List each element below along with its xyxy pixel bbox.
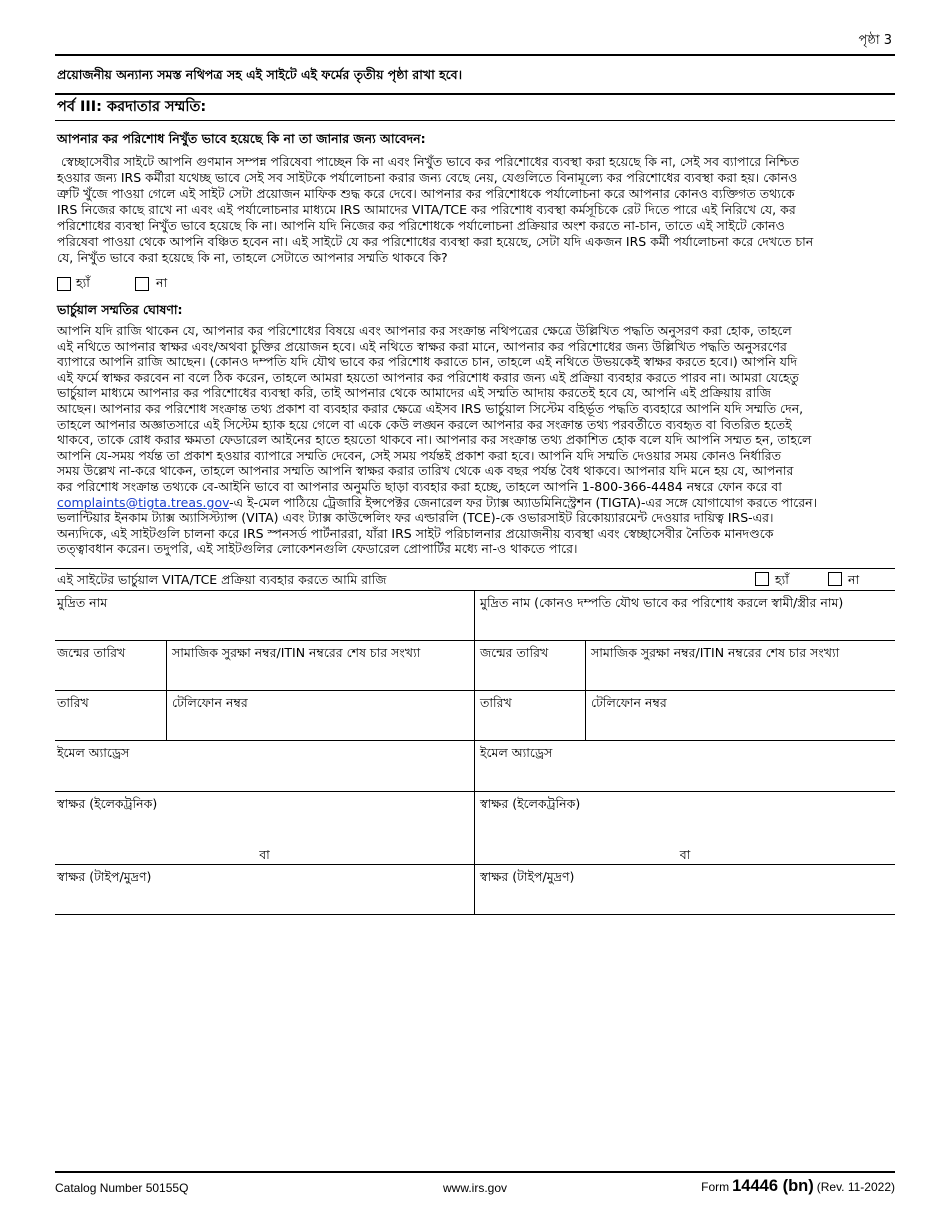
taxpayer-printed-name-label: মুদ্রিত নাম xyxy=(57,594,108,610)
agreement-text: এই সাইটের ভার্চুয়াল VITA/TCE প্রক্রিয়া ব্যবহার করতে আমি রাজি xyxy=(57,571,387,587)
review-paragraph-line: পরিশোধের ব্যবস্থা নিখুঁত ভাবে হয়েছে কি না। আপনি যদি নিজের কর পরিশোধকে পর্যালোচনা প্রক্রিয়ার অংশ করতে না-চান, তাতে এই সাইটে কোনও xyxy=(57,218,785,233)
agreement-yes-checkbox[interactable] xyxy=(755,572,769,586)
spouse-column xyxy=(475,741,895,791)
review-paragraph-line: ত্রুটি খুঁজে পাওয়া গেলে এই সাইট সেটা প্রয়োজন মাফিক শুদ্ধ করে দেবে। আপনার কর পরিশোধকে পর্যালোচনা করে আপনার কোনও ব্যক্তিগত তথ্যকে xyxy=(57,186,795,201)
declaration-paragraph-line: এই নথিতে আপনার স্বাক্ষর এবং/অথবা চুক্তির প্রয়োজন হবে। এই নথিতে স্বাক্ষর করা মানে, আপনার কর পরিশোধের জন্য উল্লিখিত পদ্ধতি অনুসরণের xyxy=(57,338,787,354)
taxpayer-or-text: বা xyxy=(259,846,270,862)
declaration-paragraph-line: কর পরিশোধ সংক্রান্ত তথ্যকে বে-আইনি ভাবে বা আপনার অনুমতি ছাড়া ব্যবহার করা হচ্ছে, তাহলে আপনি 1-800-366-4484 নম্বরে ফোন করে বা xyxy=(57,478,782,494)
spouse-column xyxy=(475,792,895,864)
declaration-paragraph-line: আপনি যে-সময় পর্যন্ত তা প্রকাশ হওয়ার ব্যাপারে সম্মতি দেবেন, সেই সময় পর্যন্তই প্রকাশ করা হবে। আপনি যদি সম্মতি দেওয়ার সময় কোনও নির্ধারিত xyxy=(57,447,782,463)
taxpayer-typed-signature-label: স্বাক্ষর (টাইপ/মুদ্রণ) xyxy=(57,868,152,884)
agreement-no-label: না xyxy=(848,571,860,587)
declaration-paragraph-line: তাহলে আপনার অজ্ঞাতসারে এই সিস্টেম হ্যাক হয়ে গেলে বা একে কেউ লঙ্ঘন করলে আপনার কর সংক্রান্ত তথ্য পরবর্তীতে ব্যবহৃত বা বিতরিত হতেই xyxy=(57,416,792,432)
spouse-email-field[interactable] xyxy=(475,741,895,791)
agreement-no-checkbox[interactable] xyxy=(828,572,842,586)
review-request-heading: আপনার কর পরিশোধ নিখুঁত ভাবে হয়েছে কি না তা জানার জন্য আবেদন: xyxy=(57,131,426,146)
agreement-yes-label: হ্যাঁ xyxy=(775,571,789,587)
spouse-ssn-label: সামাজিক সুরক্ষা নম্বর/ITIN নম্বরের শেষ চার সংখ্যা xyxy=(591,644,840,660)
section-title-rule xyxy=(55,120,895,121)
taxpayer-email-label: ইমেল অ্যাড্রেস xyxy=(57,744,130,760)
review-yes-label: হ্যাঁ xyxy=(76,275,90,290)
taxpayer-phone-field[interactable] xyxy=(167,691,474,740)
spouse-email-label: ইমেল অ্যাড্রেস xyxy=(480,744,553,760)
spouse-electronic-signature-field[interactable] xyxy=(475,792,895,864)
declaration-email-line xyxy=(57,495,893,511)
taxpayer-column xyxy=(55,691,475,740)
page-number: পৃষ্ঠা 3 xyxy=(858,33,892,48)
taxpayer-date-label: তারিখ xyxy=(57,694,89,710)
taxpayer-column xyxy=(55,865,475,914)
form-prefix: Form xyxy=(701,1180,730,1194)
taxpayer-column xyxy=(55,741,475,791)
form-number: 14446 (bn) xyxy=(732,1177,814,1195)
taxpayer-column xyxy=(55,641,475,690)
dob-ssn-row xyxy=(55,641,895,691)
review-request-paragraph xyxy=(55,154,895,266)
signature-grid xyxy=(55,590,895,915)
spouse-phone-field[interactable] xyxy=(586,691,895,740)
page-footer xyxy=(55,1171,895,1211)
review-paragraph-line: যে, নিখুঁত ভাবে করা হয়েছে কি না, তাহলে সেটাতে আপনার সম্মতি থাকবে কি? xyxy=(57,250,448,265)
review-no-label: না xyxy=(156,275,168,290)
electronic-signature-row xyxy=(55,792,895,865)
declaration-paragraph-line: অন্যদিকে, এই সাইটগুলি চালনা করে IRS স্পনসর্ড পার্টনাররা, যাঁরা IRS সাইট পরিচালনার প্রয়োজনীয় ব্যবস্থা এবং স্বেচ্ছাসেবীর নৈতিক মানদণ্ডকে xyxy=(57,525,774,541)
spouse-column xyxy=(475,641,895,690)
form-page xyxy=(55,0,895,915)
taxpayer-email-field[interactable] xyxy=(55,741,474,791)
email-line-text: -এ ই-মেল পাঠিয়ে ট্রেজারি ইন্সপেক্টর জেনারেল ফর ট্যাক্স অ্যাডমিনিস্ট্রেশন (TIGTA)-এর সঙ্গে যোগাযোগ করতে পারেন। xyxy=(229,494,818,510)
declaration-paragraph-line: এই ফর্মে স্বাক্ষর করবেন না বলে ঠিক করেন, তাহলে আমরা হয়তো আপনার কর পরিশোধ করার জন্য এই প্রক্রিয়া ব্যবহার করতে পারব না। আমরা যেহেতু xyxy=(57,369,799,385)
declaration-paragraph-line: সময় উল্লেখ না-করে থাকেন, তাহলে আপনার সম্মতি আপনি স্বাক্ষর করার তারিখ থেকে এক বছর পর্যন্ত বৈধ থাকবে। আপনার যদি মনে হয় যে, আপনার xyxy=(57,463,794,479)
declaration-paragraph-line: আপনি যদি রাজি থাকেন যে, আপনার কর পরিশোধের বিষয়ে এবং আপনার কর সংক্রান্ত নথিপত্রের ক্ষেত্রে উল্লিখিত পদ্ধতি অনুসরণ করা হোক, তাহলে xyxy=(57,323,792,338)
form-revision: (Rev. 11-2022) xyxy=(816,1180,895,1194)
declaration-paragraph-line: ব্যাপারে আপনি রাজি আছেন। (কোনও দম্পতি যদি যৌথ ভাবে কর পরিশোধ করাতে চান, তাহলে এই নথিতে উভয়কেই স্বাক্ষর করতে হবে।) আপনি যদি xyxy=(57,354,798,370)
spouse-column xyxy=(475,865,895,914)
declaration-paragraph-line: তত্ত্বাবধান করেন। তদুপরি, এই সাইটগুলির লোকেশনগুলি ফেডারেল প্রোপার্টির মধ্যে না-ও থাকতে পারে। xyxy=(57,541,578,557)
review-yes-checkbox[interactable] xyxy=(57,277,71,291)
taxpayer-ssn-field[interactable] xyxy=(167,641,474,690)
spouse-electronic-signature-label: স্বাক্ষর (ইলেকট্রনিক) xyxy=(480,795,581,811)
review-no-checkbox[interactable] xyxy=(135,277,149,291)
declaration-paragraph-line: আছেন। আপনার কর পরিশোধ সংক্রান্ত তথ্য প্রকাশ বা ব্যবহার করার ক্ষেত্রে এইসব IRS ভার্চুয়াল সিস্টেম বহির্ভূত পদ্ধতি ব্যবহারে আপনি যদি সম্মতি দেন, xyxy=(57,400,804,416)
taxpayer-electronic-signature-field[interactable] xyxy=(55,792,474,864)
spouse-phone-label: টেলিফোন নম্বর xyxy=(591,694,667,710)
taxpayer-dob-field[interactable] xyxy=(55,641,167,690)
typed-signature-row xyxy=(55,865,895,914)
taxpayer-column xyxy=(55,591,475,640)
spouse-column xyxy=(475,591,895,640)
review-paragraph-line: স্বেচ্ছাসেবীর সাইটে আপনি গুণমান সম্পন্ন পরিষেবা পাচ্ছেন কি না এবং নিখুঁত ভাবে কর পরিশোধের ব্যবস্থা করা হয়েছে কি না, সেই সব ব্যাপারে নিশ্চিত xyxy=(61,154,800,169)
spouse-column xyxy=(475,691,895,740)
taxpayer-phone-label: টেলিফোন নম্বর xyxy=(172,694,248,710)
virtual-consent-heading: ভার্চুয়াল সম্মতির ঘোষণা: xyxy=(57,302,183,317)
instruction-text: প্রয়োজনীয় অন্যান্য সমস্ত নথিপত্র সহ এই সাইটে এই ফর্মের তৃতীয় পৃষ্ঠা রাখা হবে। xyxy=(57,67,463,82)
page-number-area xyxy=(55,0,895,54)
spouse-ssn-field[interactable] xyxy=(586,641,895,690)
taxpayer-dob-label: জন্মের তারিখ xyxy=(57,644,126,660)
review-paragraph-line: পরিষেবা পাওয়া থেকে আপনি বঞ্চিত হবেন না। এই সাইটে যে কর পরিশোধের ব্যবস্থা করা হয়েছে, সেটা যদি একজন IRS কর্মী পর্যালোচনা করে দেখতে চান xyxy=(57,234,814,249)
taxpayer-ssn-label: সামাজিক সুরক্ষা নম্বর/ITIN নম্বরের শেষ চার সংখ্যা xyxy=(172,644,421,660)
declaration-paragraph-line: ভার্চুয়াল মাধ্যমে আপনার কর পরিশোধের ব্যবস্থা করি, তাই আপনার থেকে আমাদের এই সম্মতি আদায় করতেই হবে যে, আপনি এই প্রক্রিয়ায় রাজি xyxy=(57,385,771,401)
taxpayer-typed-signature-field[interactable] xyxy=(55,865,474,914)
virtual-consent-paragraph xyxy=(55,323,895,557)
spouse-or-text: বা xyxy=(679,846,691,862)
review-paragraph-line: হওয়ার জন্য IRS কর্মীরা যথেচ্ছ ভাবে সেই সব সাইটকে পর্যালোচনা করার জন্য বেছে নেয়, যেগুলিতে বিনামূল্যে কর পরিশোধের ব্যবস্থা করা হয়। কোনও xyxy=(57,170,798,185)
taxpayer-electronic-signature-label: স্বাক্ষর (ইলেকট্রনিক) xyxy=(57,795,158,811)
review-consent-options xyxy=(55,266,895,294)
taxpayer-printed-name-field[interactable] xyxy=(55,591,474,640)
section-title: পর্ব III: করদাতার সম্মতি: xyxy=(57,99,207,115)
declaration-paragraph-line: থাকবে, তাকে রোধ করার ক্ষমতা ফেডারেল আইনের হাতে হয়তো থাকবে না। আপনার কর সংক্রান্ত তথ্য প্রকাশিত হোক বলে যদি আপনি সম্মত হন, তাহলে xyxy=(57,432,812,448)
spouse-date-label: তারিখ xyxy=(480,694,512,710)
taxpayer-date-field[interactable] xyxy=(55,691,167,740)
complaints-email-link[interactable]: complaints@tigta.treas.gov xyxy=(57,494,230,510)
taxpayer-column xyxy=(55,792,475,864)
catalog-number: Catalog Number 50155Q xyxy=(55,1181,189,1195)
spouse-printed-name-field[interactable] xyxy=(475,591,895,640)
website-text: www.irs.gov xyxy=(442,1181,508,1195)
form-identifier xyxy=(701,1176,895,1197)
virtual-process-agreement-row xyxy=(55,569,895,590)
spouse-typed-signature-label: স্বাক্ষর (টাইপ/মুদ্রণ) xyxy=(480,868,575,884)
date-phone-row xyxy=(55,691,895,741)
printed-name-row xyxy=(55,591,895,641)
spouse-date-field[interactable] xyxy=(475,691,586,740)
footer-rule xyxy=(55,1171,895,1173)
declaration-paragraph-line: ভলান্টিয়ার ইনকাম ট্যাক্স অ্যাসিস্ট্যান্স (VITA) এবং ট্যাক্স কাউন্সেলিং ফর এল্ডারলি (TCE)-কে ওভারসাইট রিকোয়্যারমেন্ট দেওয়ার দায়িত্ব IRS-এর। xyxy=(57,510,774,526)
spouse-dob-label: জন্মের তারিখ xyxy=(480,644,549,660)
email-row xyxy=(55,741,895,792)
spouse-dob-field[interactable] xyxy=(475,641,586,690)
spouse-typed-signature-field[interactable] xyxy=(475,865,895,914)
review-paragraph-line: IRS নিজের কাছে রাখে না এবং এই পর্যালোচনার মাধ্যমে IRS আমাদের VITA/TCE কর পরিশোধ ব্যবস্থা কর্মসূচিকে রেট দিতে পারে এই নিরিখে যে, কর xyxy=(57,202,796,217)
spouse-printed-name-label: মুদ্রিত নাম (কোনও দম্পতি যৌথ ভাবে কর পরিশোধ করলে স্বামী/স্ত্রীর নাম) xyxy=(480,594,844,610)
